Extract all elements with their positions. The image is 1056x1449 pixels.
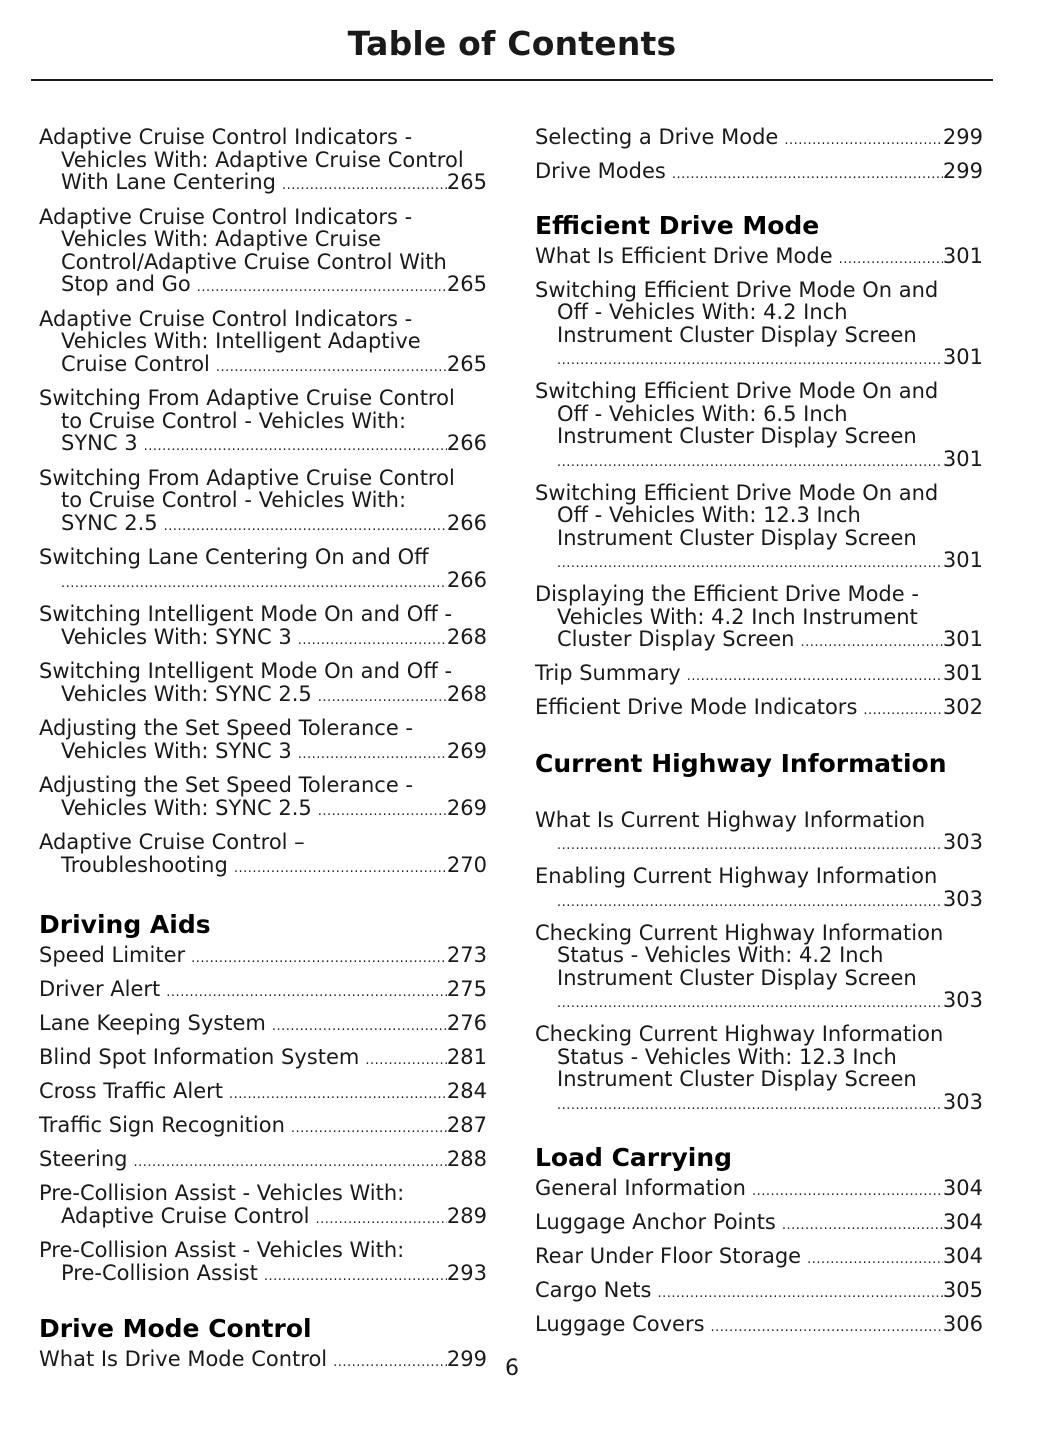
leader-dots [784,130,943,153]
entry-line: Cargo Nets [535,1278,652,1302]
leader-dots [365,1050,447,1073]
toc-entry[interactable] [535,482,983,576]
leader-dots [164,516,447,539]
entry-line: Instrument Cluster Display Screen [557,424,917,448]
leader-dots [316,1209,447,1232]
title-divider [31,79,993,81]
entry-line: Adaptive Cruise Control Indicators - [39,204,413,229]
toc-column-left [39,126,487,1375]
entry-line: Adjusting the Set Speed Tolerance - [39,716,413,740]
page-ref: 306 [942,1312,983,1336]
entry-line: Instrument Cluster Display Screen [557,525,917,550]
section-heading-load-carrying: Load Carrying [535,1143,733,1172]
page-ref: 268 [446,624,487,649]
page-ref: 301 [942,661,983,685]
leader-dots [807,1249,943,1272]
page-ref: 305 [942,1278,983,1302]
toc-entry[interactable] [535,696,983,723]
toc-entry[interactable] [39,1148,487,1175]
toc-entry[interactable] [39,1046,487,1073]
page-ref: 299 [942,159,983,183]
leader-dots [557,452,943,475]
toc-entry[interactable] [39,1114,487,1141]
page-ref: 301 [942,446,983,471]
toc-entry[interactable] [39,387,487,459]
entry-line: Pre-Collision Assist - Vehicles With: [39,1238,405,1262]
entry-line: What Is Efficient Drive Mode [535,243,833,268]
entry-line: Trip Summary [535,661,681,685]
leader-dots [863,700,943,723]
entry-line: Blind Spot Information System [39,1045,360,1069]
entry-line: Switching Efficient Drive Mode On and [535,480,939,505]
entry-line: Vehicles With: SYNC 2.5 [61,681,312,706]
leader-dots [557,350,943,373]
leader-dots [298,744,447,767]
leader-dots [557,835,943,858]
leader-dots [801,632,943,655]
entry-line: Switching Intelligent Mode On and Off - [39,602,453,626]
leader-dots [557,892,943,915]
entry-line: Vehicles With: Adaptive Cruise Control [61,147,464,172]
page-ref: 284 [446,1079,487,1103]
page-ref: 293 [446,1260,487,1285]
page-ref: 304 [942,1176,983,1200]
leader-dots [839,249,943,272]
entry-line: Driver Alert [39,977,161,1001]
leader-dots [134,1152,447,1175]
entry-line: SYNC 2.5 [61,510,158,535]
entry-line: Instrument Cluster Display Screen [557,322,917,347]
leader-dots [216,357,447,380]
entry-line: to Cruise Control - Vehicles With: [61,408,407,433]
entry-line: Checking Current Highway Information [535,920,944,945]
page-ref: 265 [446,272,487,296]
toc-entry[interactable] [535,1211,983,1238]
page-ref: 269 [446,738,487,763]
page-ref: 281 [446,1045,487,1069]
entry-line: Adaptive Cruise Control – [39,830,305,854]
page-ref: 303 [942,1089,983,1114]
leader-dots [191,948,447,971]
entry-line: Off - Vehicles With: 12.3 Inch [557,503,861,527]
leader-dots [672,164,943,187]
entry-line: Vehicles With: 4.2 Inch Instrument [557,604,918,629]
entry-line: Switching Lane Centering On and Off [39,545,429,569]
entry-line: Switching Efficient Drive Mode On and [535,379,939,403]
entry-line: Switching Efficient Drive Mode On and [535,277,939,302]
page-ref: 302 [942,695,983,719]
page-ref: 301 [942,627,983,651]
toc-entry[interactable] [39,1239,487,1288]
toc-entry[interactable] [39,126,487,198]
entry-line: Luggage Covers [535,1312,705,1336]
toc-entry[interactable] [535,922,983,1016]
leader-dots [298,630,447,653]
page-ref: 303 [942,830,983,854]
leader-dots [752,1181,943,1204]
page-ref: 289 [446,1203,487,1228]
entry-line: Checking Current Highway Information [535,1022,944,1046]
toc-entry[interactable] [39,660,487,709]
page-ref: 304 [942,1244,983,1268]
entry-line: Cluster Display Screen [557,627,795,651]
toc-entry[interactable] [39,308,487,380]
entry-line: Status - Vehicles With: 12.3 Inch [557,1044,897,1069]
entry-line: Switching Intelligent Mode On and Off - [39,659,453,683]
page-ref: 299 [942,125,983,149]
entry-line: Drive Modes [535,159,666,183]
entry-line: Off - Vehicles With: 6.5 Inch [557,401,848,426]
entry-line: Adjusting the Set Speed Tolerance - [39,773,413,797]
entry-line: Vehicles With: Adaptive Cruise [61,227,382,251]
leader-dots [229,1084,447,1107]
entry-line: Traffic Sign Recognition [39,1113,285,1137]
entry-line: What Is Drive Mode Control [39,1347,328,1371]
section-heading-efficient-drive-mode: Efficient Drive Mode [535,210,820,240]
page-number: 6 [505,1356,519,1381]
leader-dots [557,993,943,1016]
leader-dots [272,1016,447,1039]
page-ref: 269 [446,795,487,820]
entry-line: Instrument Cluster Display Screen [557,965,917,990]
entry-line: Enabling Current Highway Information [535,864,938,888]
page-ref: 276 [446,1011,487,1035]
toc-entry[interactable] [535,1313,983,1340]
toc-entry[interactable] [535,126,983,153]
page-ref: 288 [446,1147,487,1171]
section-heading-current-highway-information: Current Highway Information [535,748,947,778]
leader-dots [711,1317,943,1340]
page-ref: 265 [446,351,487,376]
page-ref: 301 [942,243,983,268]
toc-entry[interactable] [535,583,983,655]
leader-dots [687,666,943,689]
toc-entry[interactable] [39,603,487,652]
leader-dots [197,277,447,300]
toc-entry[interactable] [39,774,487,823]
entry-line: Steering [39,1147,128,1171]
toc-entry[interactable] [535,279,983,373]
page-ref: 266 [446,567,487,592]
toc-entry[interactable] [39,831,487,880]
entry-line: Stop and Go [61,272,191,296]
leader-dots [557,1095,943,1118]
section-heading-driving-aids: Driving Aids [39,910,211,939]
entry-line: Adaptive Cruise Control [61,1203,310,1228]
entry-line: Vehicles With: SYNC 3 [61,624,292,649]
entry-line: Vehicles With: SYNC 2.5 [61,795,312,820]
leader-dots [61,573,447,596]
toc-entry[interactable] [39,546,487,595]
entry-line: Efficient Drive Mode Indicators [535,695,858,719]
page-ref: 301 [942,345,983,369]
leader-dots [557,553,943,576]
entry-line: Off - Vehicles With: 4.2 Inch [557,300,848,324]
page-ref: 275 [446,977,487,1001]
entry-line: Adaptive Cruise Control Indicators - [39,306,413,331]
leader-dots [282,175,447,198]
page-ref: 273 [446,943,487,967]
entry-line: Pre-Collision Assist - Vehicles With: [39,1181,405,1205]
leader-dots [264,1266,447,1289]
entry-line: Pre-Collision Assist [61,1260,258,1285]
entry-line: Vehicles With: SYNC 3 [61,738,292,763]
entry-line: Speed Limiter [39,943,186,967]
toc-entry[interactable] [39,1012,487,1039]
toc-entry[interactable] [39,1182,487,1231]
entry-line: Selecting a Drive Mode [535,125,779,149]
entry-line: Status - Vehicles With: 4.2 Inch [557,943,884,967]
entry-line: Switching From Adaptive Cruise Control [39,465,455,490]
entry-line: Adaptive Cruise Control Indicators - [39,125,413,149]
toc-entry[interactable] [39,944,487,971]
leader-dots [234,858,447,881]
toc-entry[interactable] [535,1245,983,1272]
entry-line: Switching From Adaptive Cruise Control [39,386,455,410]
leader-dots [318,687,447,710]
entry-line: to Cruise Control - Vehicles With: [61,488,407,512]
toc-entry[interactable] [535,1023,983,1117]
toc-entry[interactable] [39,206,487,300]
toc-column-right [535,126,983,1340]
toc-entry[interactable] [535,380,983,474]
page-ref: 303 [942,886,983,911]
entry-line: Cruise Control [61,351,210,376]
entry-line: Control/Adaptive Cruise Control With [61,249,447,274]
page-ref: 266 [446,431,487,455]
page-ref: 265 [446,170,487,194]
page-ref: 301 [942,548,983,572]
section-heading-drive-mode-control: Drive Mode Control [39,1314,312,1343]
entry-line: Instrument Cluster Display Screen [557,1067,917,1091]
entry-line: Vehicles With: Intelligent Adaptive [61,329,421,353]
page-ref: 268 [446,681,487,706]
toc-entry[interactable] [39,467,487,539]
toc-entry[interactable] [39,1080,487,1107]
toc-entry[interactable] [535,809,983,858]
toc-entry[interactable] [535,160,983,187]
leader-dots [318,801,447,824]
entry-line: General Information [535,1176,746,1200]
entry-line: Troubleshooting [61,852,228,877]
entry-line: With Lane Centering [61,170,276,194]
toc-entry[interactable] [535,1279,983,1306]
page-ref: 299 [446,1347,487,1371]
leader-dots [657,1283,942,1306]
leader-dots [144,436,447,459]
toc-entry[interactable] [535,245,983,272]
leader-dots [291,1118,447,1141]
entry-line: Lane Keeping System [39,1011,266,1035]
page-ref: 304 [942,1210,983,1234]
page-ref: 266 [446,510,487,535]
toc-entry[interactable] [535,662,983,689]
entry-line: What Is Current Highway Information [535,807,926,832]
toc-entry[interactable] [39,717,487,766]
entry-line: Displaying the Efficient Drive Mode - [535,582,919,606]
toc-entry[interactable] [39,978,487,1005]
entry-line: SYNC 3 [61,431,138,455]
leader-dots [166,982,447,1005]
page-ref: 270 [446,852,487,877]
toc-entry[interactable] [535,865,983,914]
page-title: Table of Contents [347,24,677,63]
entry-line: Cross Traffic Alert [39,1079,223,1103]
toc-entry[interactable] [535,1177,983,1204]
entry-line: Rear Under Floor Storage [535,1244,802,1268]
entry-line: Luggage Anchor Points [535,1210,776,1234]
page-ref: 303 [942,988,983,1012]
leader-dots [782,1215,943,1238]
page-ref: 287 [446,1113,487,1137]
